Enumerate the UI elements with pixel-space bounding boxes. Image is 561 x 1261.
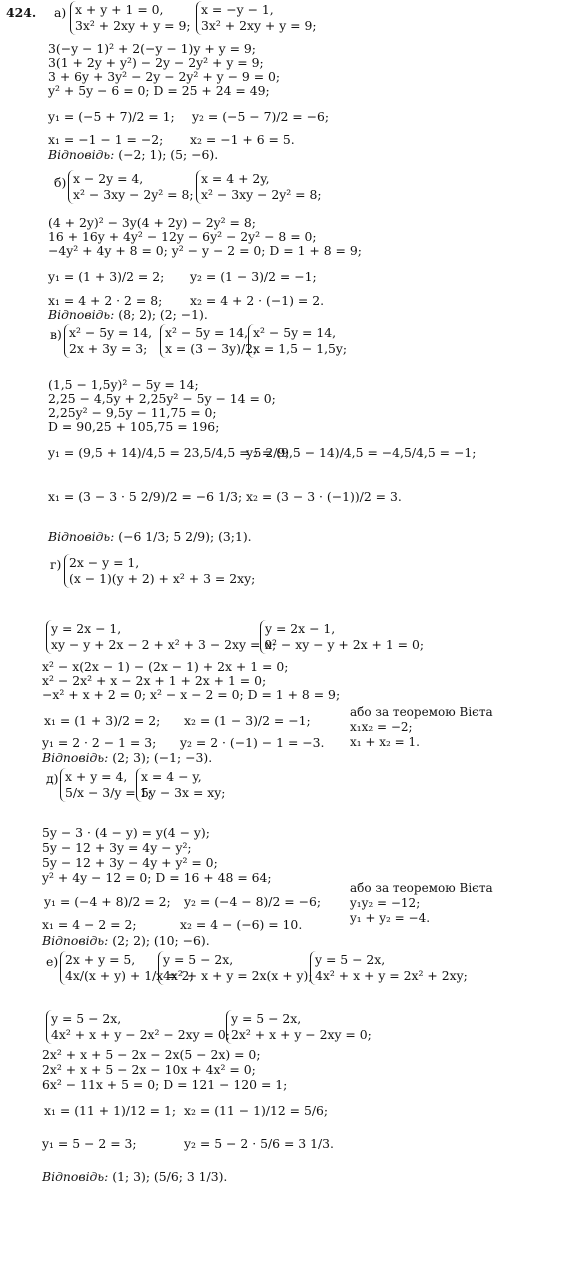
equation: x² − 3xy − 2y² = 8; <box>201 187 322 202</box>
part-b-system-2 <box>196 170 322 204</box>
equation: 5/x − 3/y = 1; <box>65 785 152 800</box>
equation: x² − 5y = 14, <box>69 325 153 340</box>
part-e-system-5 <box>226 1010 372 1044</box>
answer-value: (1; 3); (5/6; 3 1/3). <box>112 1169 228 1184</box>
part-b-step-1: (4 + 2y)² − 3y(4 + 2y) − 2y² = 8; <box>48 215 256 230</box>
answer-word: Відповідь: <box>42 750 109 765</box>
part-d-x1: x₁ = 4 − 2 = 2; <box>42 917 137 932</box>
part-e-x2: x₂ = (11 − 1)/12 = 5/6; <box>184 1103 329 1118</box>
part-e-step-1: 2x² + x + 5 − 2x − 2x(5 − 2x) = 0; <box>42 1047 261 1062</box>
answer-value: (2; 3); (−1; −3). <box>112 750 213 765</box>
part-d-vieta-product: y₁y₂ = −12; <box>350 896 421 910</box>
equation: 4x² + x + y = 2x(x + y); <box>163 968 313 983</box>
part-g-system-1 <box>64 554 255 588</box>
equation: x + y + 1 = 0, <box>75 2 164 17</box>
equation: y = 5 − 2x, <box>231 1011 302 1026</box>
part-a-system-1 <box>70 1 191 35</box>
part-b-x2: x₂ = 4 + 2 · (−1) = 2. <box>190 293 325 308</box>
part-g-label: г) <box>50 557 62 572</box>
part-e-label: е) <box>46 954 59 969</box>
part-b-step-2: 16 + 16y + 4y² − 12y − 6y² − 2y² − 8 = 0; <box>48 229 317 244</box>
equation: x + y = 4, <box>65 769 128 784</box>
part-d-answer <box>42 934 210 948</box>
part-a-label: а) <box>54 5 67 20</box>
part-e-system-4 <box>46 1010 230 1044</box>
part-g-step-1: x² − x(2x − 1) − (2x − 1) + 2x + 1 = 0; <box>42 659 289 674</box>
part-a-y1: y₁ = (−5 + 7)/2 = 1; <box>48 109 175 124</box>
equation: 2x − y = 1, <box>69 555 140 570</box>
part-a-answer <box>48 148 218 162</box>
part-v-label: в) <box>50 327 62 342</box>
equation: x − 2y = 4, <box>73 171 144 186</box>
part-e-y2: y₂ = 5 − 2 · 5/6 = 3 1/3. <box>184 1136 334 1151</box>
part-g-step-3: −x² + x + 2 = 0; x² − x − 2 = 0; D = 1 + 8 = 9; <box>42 687 341 702</box>
equation: x = −y − 1, <box>201 2 274 17</box>
part-v-system-2 <box>160 324 257 358</box>
part-a-step-4: y² + 5y − 6 = 0; D = 25 + 24 = 49; <box>48 83 270 98</box>
part-b-answer <box>48 308 208 322</box>
equation: x² − 3xy − 2y² = 8; <box>73 187 194 202</box>
equation: x = 4 − y, <box>141 769 202 784</box>
part-g-vieta-sum: x₁ + x₂ = 1. <box>350 735 420 749</box>
part-d-vieta-title: або за теоремою Вієта <box>350 881 493 895</box>
equation: x = 1,5 − 1,5y; <box>253 341 348 356</box>
part-v-step-3: 2,25y² − 9,5y − 11,75 = 0; <box>48 405 217 420</box>
part-b-step-3: −4y² + 4y + 8 = 0; y² − y − 2 = 0; D = 1 + 8 = 9; <box>48 243 362 258</box>
part-g-y2: y₂ = 2 · (−1) − 1 = −3. <box>180 735 325 750</box>
part-g-system-2 <box>46 620 276 654</box>
answer-word: Відповідь: <box>48 147 115 162</box>
part-v-step-1: (1,5 − 1,5y)² − 5y = 14; <box>48 377 199 392</box>
equation: 2x² + x + y − 2xy = 0; <box>231 1027 372 1042</box>
part-v-x2: x₂ = (3 − 3 · (−1))/2 = 3. <box>246 489 402 504</box>
answer-value: (8; 2); (2; −1). <box>118 307 208 322</box>
part-d-vieta-sum: y₁ + y₂ = −4. <box>350 911 431 925</box>
part-e-y1: y₁ = 5 − 2 = 3; <box>42 1136 137 1151</box>
part-a-step-1: 3(−y − 1)² + 2(−y − 1)y + y = 9; <box>48 41 256 56</box>
equation: y = 2x − 1, <box>51 621 122 636</box>
equation: xy − y + 2x − 2 + x² + 3 − 2xy = 0; <box>51 637 277 652</box>
equation: 2x + y = 5, <box>65 952 136 967</box>
equation: x² − 5y = 14, <box>253 325 337 340</box>
answer-word: Відповідь: <box>42 1169 109 1184</box>
part-d-y1: y₁ = (−4 + 8)/2 = 2; <box>44 894 171 909</box>
part-v-system-3 <box>248 324 347 358</box>
part-v-y1: y₁ = (9,5 + 14)/4,5 = 23,5/4,5 = 5 2/9; <box>48 445 290 460</box>
part-g-y1: y₁ = 2 · 2 − 1 = 3; <box>42 735 157 750</box>
part-e-system-2 <box>158 951 313 985</box>
problem-number: 424. <box>6 5 37 20</box>
part-d-x2: x₂ = 4 − (−6) = 10. <box>180 917 303 932</box>
part-e-step-2: 2x² + x + 5 − 2x − 10x + 4x² = 0; <box>42 1062 256 1077</box>
part-g-x1: x₁ = (1 + 3)/2 = 2; <box>44 713 161 728</box>
part-e-answer <box>42 1170 227 1184</box>
part-d-system-2 <box>136 768 225 802</box>
equation: y = 5 − 2x, <box>163 952 234 967</box>
equation: 5y − 3x = xy; <box>141 785 226 800</box>
part-e-x1: x₁ = (11 + 1)/12 = 1; <box>44 1103 177 1118</box>
equation: y = 5 − 2x, <box>51 1011 122 1026</box>
equation: y = 2x − 1, <box>265 621 336 636</box>
answer-word: Відповідь: <box>48 529 115 544</box>
answer-value: (−2; 1); (5; −6). <box>118 147 219 162</box>
part-d-step-4: y² + 4y − 12 = 0; D = 16 + 48 = 64; <box>42 870 272 885</box>
part-a-system-2 <box>196 1 317 35</box>
part-g-vieta-title: або за теоремою Вієта <box>350 705 493 719</box>
answer-word: Відповідь: <box>42 933 109 948</box>
answer-word: Відповідь: <box>48 307 115 322</box>
part-b-system-1 <box>68 170 194 204</box>
part-v-step-2: 2,25 − 4,5y + 2,25y² − 5y − 14 = 0; <box>48 391 276 406</box>
part-b-label: б) <box>54 175 67 190</box>
part-d-label: д) <box>46 771 59 786</box>
part-a-x1: x₁ = −1 − 1 = −2; <box>48 132 164 147</box>
part-e-step-3: 6x² − 11x + 5 = 0; D = 121 − 120 = 1; <box>42 1077 288 1092</box>
answer-value: (−6 1/3; 5 2/9); (3;1). <box>118 529 252 544</box>
part-a-x2: x₂ = −1 + 6 = 5. <box>190 132 295 147</box>
part-a-step-3: 3 + 6y + 3y² − 2y − 2y² + y − 9 = 0; <box>48 69 281 84</box>
equation: 4x/(x + y) + 1/x = 2; <box>65 968 194 983</box>
part-g-x2: x₂ = (1 − 3)/2 = −1; <box>184 713 311 728</box>
part-g-answer <box>42 751 212 765</box>
part-v-answer <box>48 530 252 544</box>
equation: 4x² + x + y − 2x² − 2xy = 0; <box>51 1027 230 1042</box>
equation: (x − 1)(y + 2) + x² + 3 = 2xy; <box>69 571 256 586</box>
part-a-step-2: 3(1 + 2y + y²) − 2y − 2y² + y = 9; <box>48 55 264 70</box>
part-a-y2: y₂ = (−5 − 7)/2 = −6; <box>192 109 330 124</box>
part-d-step-1: 5y − 3 · (4 − y) = y(4 − y); <box>42 825 210 840</box>
equation: 3x² + 2xy + y = 9; <box>201 18 317 33</box>
equation: 2x + 3y = 3; <box>69 341 148 356</box>
part-b-y2: y₂ = (1 − 3)/2 = −1; <box>190 269 317 284</box>
part-v-y2: y₂ = (9,5 − 14)/4,5 = −4,5/4,5 = −1; <box>246 445 477 460</box>
part-v-step-4: D = 90,25 + 105,75 = 196; <box>48 419 220 434</box>
part-b-y1: y₁ = (1 + 3)/2 = 2; <box>48 269 165 284</box>
equation: x² − 5y = 14, <box>165 325 249 340</box>
part-d-y2: y₂ = (−4 − 8)/2 = −6; <box>184 894 322 909</box>
equation: y = 5 − 2x, <box>315 952 386 967</box>
part-g-vieta-product: x₁x₂ = −2; <box>350 720 413 734</box>
equation: x² − xy − y + 2x + 1 = 0; <box>265 637 425 652</box>
equation: x = (3 − 3y)/2; <box>165 341 258 356</box>
answer-value: (2; 2); (10; −6). <box>112 933 210 948</box>
part-v-system-1 <box>64 324 152 358</box>
part-d-step-3: 5y − 12 + 3y − 4y + y² = 0; <box>42 855 218 870</box>
equation: x = 4 + 2y, <box>201 171 270 186</box>
part-d-step-2: 5y − 12 + 3y = 4y − y²; <box>42 840 192 855</box>
part-e-system-3 <box>310 951 468 985</box>
part-g-system-3 <box>260 620 424 654</box>
equation: 4x² + x + y = 2x² + 2xy; <box>315 968 468 983</box>
part-v-x1: x₁ = (3 − 3 · 5 2/9)/2 = −6 1/3; <box>48 489 243 504</box>
part-b-x1: x₁ = 4 + 2 · 2 = 8; <box>48 293 163 308</box>
part-g-step-2: x² − 2x² + x − 2x + 1 + 2x + 1 = 0; <box>42 673 267 688</box>
equation: 3x² + 2xy + y = 9; <box>75 18 191 33</box>
